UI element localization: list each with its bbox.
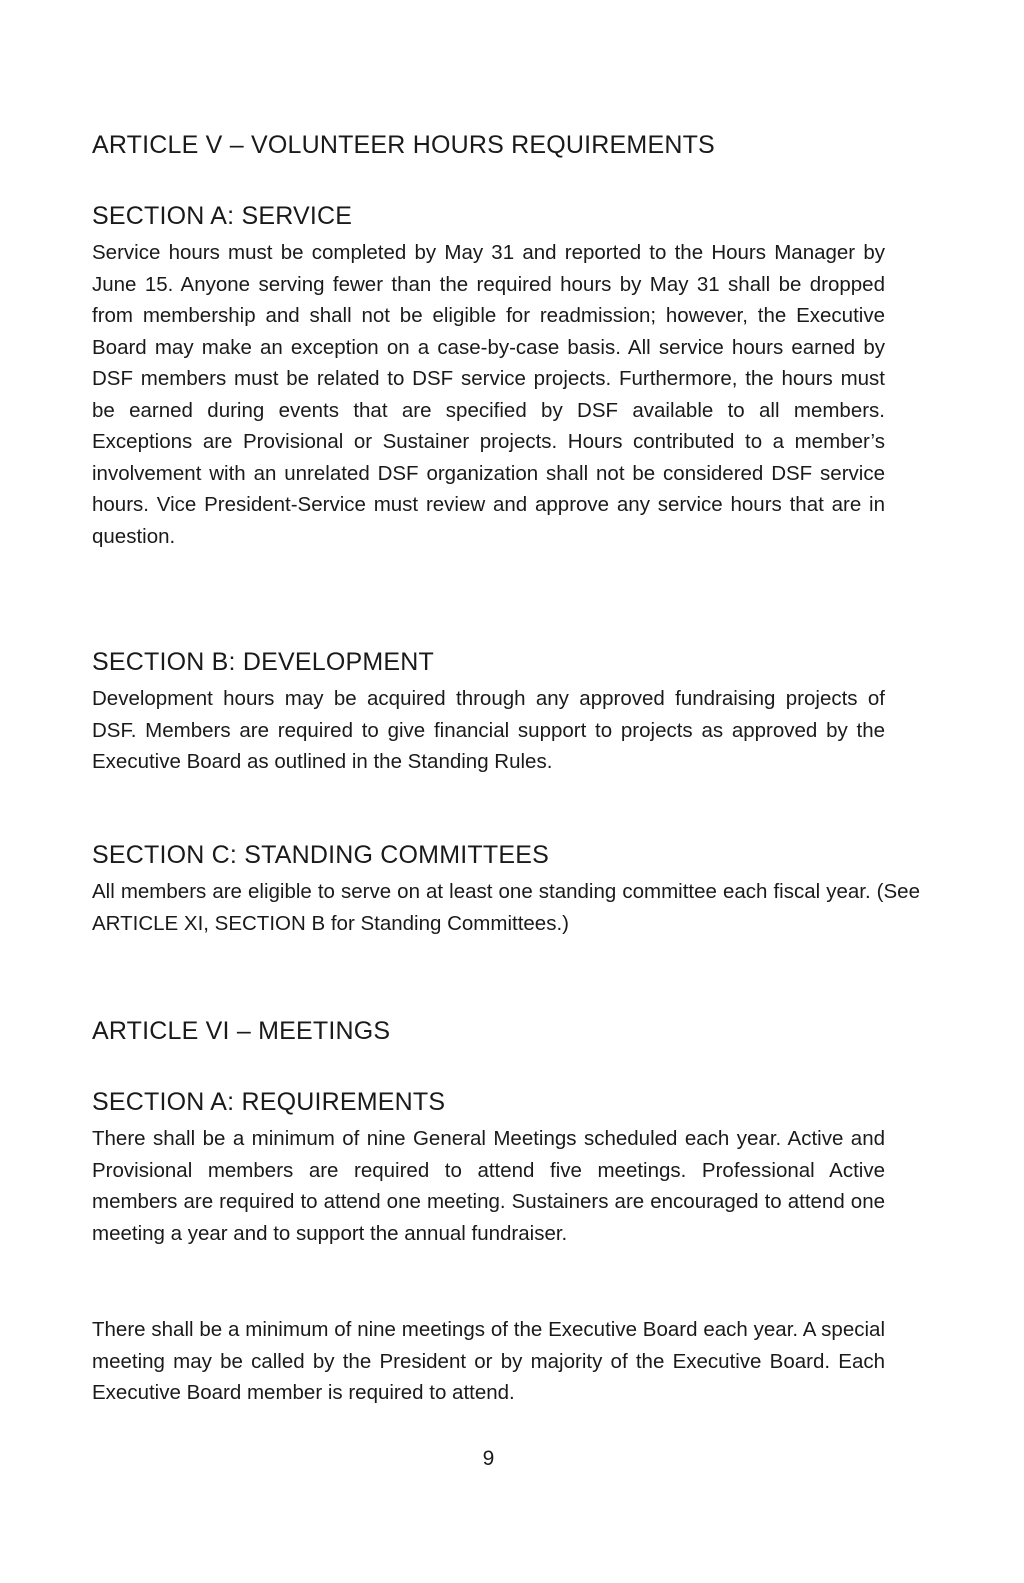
article-v-section-a-title: SECTION A: SERVICE	[92, 202, 353, 230]
article-v-title: ARTICLE V – VOLUNTEER HOURS REQUIREMENTS	[92, 131, 715, 159]
page-number: 9	[482, 1447, 495, 1470]
article-v-section-b-title: SECTION B: DEVELOPMENT	[92, 648, 434, 676]
article-vi-section-a-paragraph-2: There shall be a minimum of nine meetings of the Executive Board each year. A special meeting may be called by the President or by majority of the Executive Board. Each Executive Board member is required to attend.	[92, 1318, 885, 1404]
article-v-section-c-title: SECTION C: STANDING COMMITTEES	[92, 841, 549, 869]
article-vi-section-a-paragraph-1: There shall be a minimum of nine General Meetings scheduled each year. Active and Provisional members are required to attend five meetings. Professional Active members are required to attend one meeting. Sustainers are encouraged to attend one meeting a year and to support the annual fundraiser.	[92, 1127, 885, 1245]
article-vi-section-a-title: SECTION A: REQUIREMENTS	[92, 1088, 446, 1116]
article-v-section-c-text: All members are eligible to serve on at least one standing committee each fiscal year. (See ARTICLE XI, SECTION B for Standing Committees.)	[92, 880, 920, 935]
article-v-section-b-text: Development hours may be acquired through any approved fundraising projects of DSF. Members are required to give financial support to projects as approved by the Executive Board as outlined in the Standing Rules.	[92, 687, 885, 773]
article-v-section-a-text: Service hours must be completed by May 31 and reported to the Hours Manager by June 15. Anyone serving fewer than the required hours by May 31 shall be dropped from membership and shall not be eligible for readmission; however, the Executive Board may make an exception on a case-by-case basis. All service hours earned by DSF members must be related to DSF service projects. Furthermore, the hours must be earned during events that are specified by DSF available to all members. Exceptions are Provisional or Sustainer projects. Hours contributed to a member’s involvement with an unrelated DSF organization shall not be considered DSF service hours. Vice President-Service must review and approve any service hours that are in question.	[92, 241, 885, 548]
article-vi-title: ARTICLE VI – MEETINGS	[92, 1017, 391, 1045]
